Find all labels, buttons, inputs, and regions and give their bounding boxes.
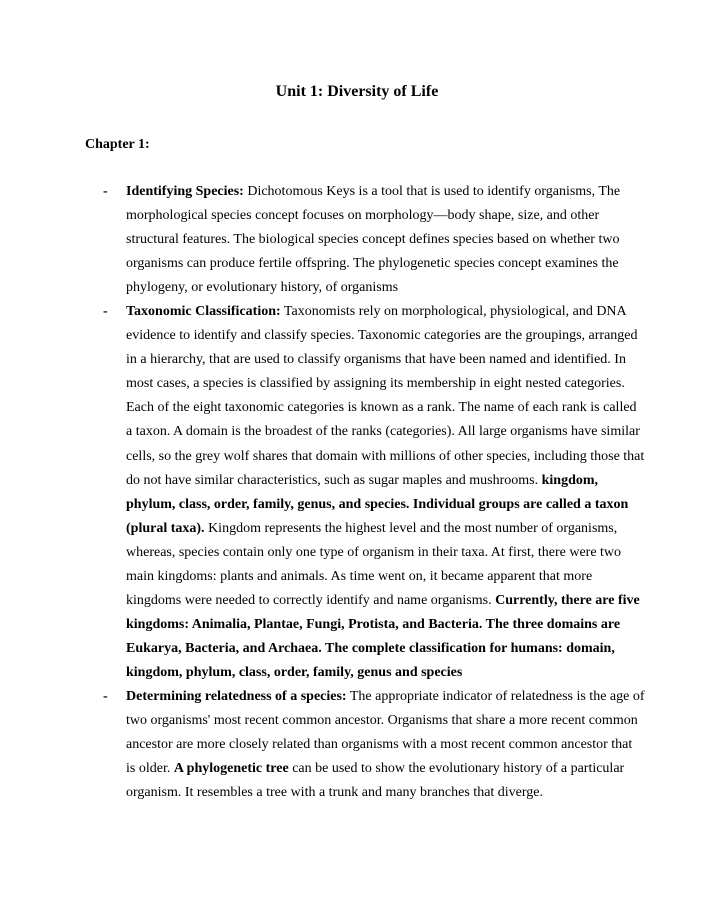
chapter-heading: Chapter 1: (85, 137, 150, 152)
list-item-taxonomic-classification (85, 300, 645, 685)
bullet-list (85, 180, 645, 805)
item-text: Dichotomous Keys is a tool that is used to identify organisms, The morphological species concept focuses on morphology—body shape, size, and other structural features. The biological species concept defines species based on whether two organisms can produce fertile offspring. The phylogenetic species concept examines the phylogeny, or evolutionary history, of organisms (126, 184, 621, 296)
page-title: Unit 1: Diversity of Life (275, 83, 439, 100)
item-text: The appropriate indicator of relatedness is the age of two organisms' most recent common ancestor. Organisms that share a more recent common ancestor are more closely related than organisms with a most recent common ancestor that is older. (126, 688, 645, 777)
item-text: Taxonomists rely on morphological, physiological, and DNA evidence to identify and classify species. Taxonomic categories are the groupings, arranged in a hierarchy, that are used to classify organisms that have been named and identified. In most cases, a species is classified by assigning its membership in eight nested categories. Each of the eight taxonomic categories is known as a rank. The name of each rank is called a taxon. A domain is the broadest of the ranks (categories). All large organisms have similar cells, so the grey wolf shares that domain with millions of other species, including those that do not have similar characteristics, such as sugar maples and mushrooms. (126, 304, 645, 488)
item-heading: Determining relatedness of a species: (126, 688, 347, 704)
item-heading: Taxonomic Classification: (126, 304, 281, 320)
item-heading: Identifying Species: (126, 184, 244, 199)
list-item-identifying-species (85, 180, 645, 300)
list-item-relatedness (85, 685, 645, 805)
item-text: can be used to show the evolutionary history of a particular organism. It resembles a tree with a trunk and many branches that diverge. (126, 761, 625, 801)
bullet-dash: - (103, 184, 108, 199)
item-bold-text: kingdom, phylum, class, order, family, genus, and species. Individual groups are called a taxon (plural taxa). (126, 472, 629, 536)
bullet-dash: - (103, 688, 108, 704)
item-bold-text: Currently, there are five kingdoms: Animalia, Plantae, Fungi, Protista, and Bacteria. The three domains are Eukarya, Bacteria, and Archaea. The complete classification for humans: domain, kingdom, phylum, class, order, family, genus and species (126, 592, 640, 680)
bullet-dash: - (103, 304, 108, 320)
item-bold-text: A phylogenetic tree (173, 761, 289, 777)
item-text: Kingdom represents the highest level and the most number of organisms, whereas, species contain only one type of organism in their taxa. At first, there were two main kingdoms: plants and animals. As time went on, it became apparent that more kingdoms were needed to correctly identify and name organisms. (126, 520, 622, 608)
